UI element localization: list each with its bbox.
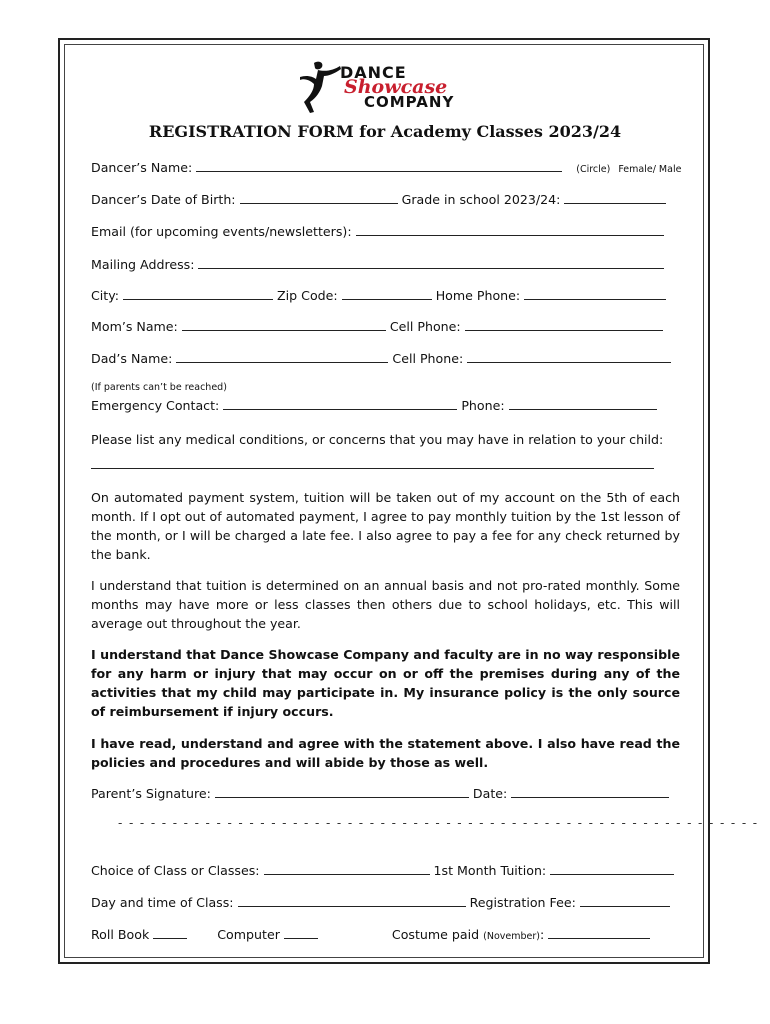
day-time-label: Day and time of Class: — [91, 895, 234, 910]
class-choice-label: Choice of Class or Classes: — [91, 863, 260, 878]
logo-text-company: COMPANY — [364, 93, 455, 111]
mom-name-input[interactable] — [182, 319, 386, 331]
office-use-divider: - - - - - - - - - - - - - - - - - - - - - - - - - - - - - - - - - - - - - - - - - - - - - - - - - - - - - - - - - - - — [118, 816, 759, 830]
logo-text-dance: DANCE — [340, 63, 407, 82]
signature-input[interactable] — [215, 786, 469, 798]
emergency-phone-input[interactable] — [509, 398, 657, 410]
row-signature — [91, 786, 678, 802]
row-mailing — [91, 257, 678, 273]
costume-label: Costume paid — [391, 927, 480, 942]
agreement-paragraph: I have read, understand and agree with the statement above. I also have read the policies and procedures and will abide by those as well. — [91, 736, 680, 770]
medical-input[interactable] — [91, 457, 654, 469]
grade-label: Grade in school 2023/24: — [401, 192, 561, 207]
november-note: (November) — [483, 931, 540, 942]
dancer-name-input[interactable] — [196, 160, 562, 172]
roll-book-label: Roll Book — [91, 927, 150, 942]
email-input[interactable] — [356, 224, 664, 236]
dad-name-label: Dad’s Name: — [91, 351, 173, 366]
home-phone-label: Home Phone: — [435, 288, 521, 303]
mom-name-label: Mom’s Name: — [91, 319, 178, 334]
dad-cell-label: Cell Phone: — [392, 351, 464, 366]
mailing-label: Mailing Address: — [91, 257, 195, 272]
zip-input[interactable] — [342, 288, 432, 300]
dob-label: Dancer’s Date of Birth: — [91, 192, 236, 207]
row-dancer-name — [91, 160, 682, 178]
row-mom — [91, 319, 678, 335]
row-dob — [91, 192, 678, 208]
reg-fee-input[interactable] — [580, 895, 670, 907]
logo-text-showcase: Showcase — [344, 76, 448, 98]
dance-showcase-logo — [300, 60, 472, 114]
row-class-choice — [91, 863, 678, 879]
mom-cell-label: Cell Phone: — [389, 319, 461, 334]
first-month-input[interactable] — [550, 863, 674, 875]
city-label: City: — [91, 288, 120, 303]
zip-label: Zip Code: — [277, 288, 338, 303]
date-label: Date: — [472, 786, 508, 801]
dob-input[interactable] — [240, 192, 398, 204]
costume-input[interactable] — [548, 927, 650, 939]
liability-paragraph: I understand that Dance Showcase Company and faculty are in no way responsible for any harm or injury that may occur on or off the premises during any of the activities that my child may participate in. My insurance policy is the only source of reimbursement if injury occurs. — [91, 647, 680, 719]
row-day-time — [91, 895, 678, 911]
medical-label: Please list any medical conditions, or concerns that you may have in relation to your child: — [91, 432, 664, 447]
signature-label: Parent’s Signature: — [91, 786, 211, 801]
circle-label: (Circle) — [576, 164, 611, 175]
city-input[interactable] — [123, 288, 273, 300]
mailing-input[interactable] — [198, 257, 664, 269]
row-emergency — [91, 398, 678, 414]
row-office-checks: Roll Book Computer Costume paid (November): — [91, 927, 678, 945]
emergency-phone-label: Phone: — [461, 398, 505, 413]
reg-fee-label: Registration Fee: — [469, 895, 576, 910]
payment-paragraph: On automated payment system, tuition will be taken out of my account on the 5th of each month. If I opt out of automated payment, I agree to pay monthly tuition by the 1st lesson of the month, or I will be charged a late fee. I also agree to pay a fee for any check returned by the bank. — [91, 490, 680, 562]
roll-book-input[interactable] — [153, 927, 187, 939]
row-dad — [91, 351, 678, 367]
gender-options[interactable]: Female/ Male — [618, 164, 682, 175]
row-email — [91, 224, 678, 240]
dad-cell-input[interactable] — [467, 351, 671, 363]
dad-name-input[interactable] — [176, 351, 388, 363]
mom-cell-input[interactable] — [465, 319, 663, 331]
computer-input[interactable] — [284, 927, 318, 939]
emergency-label: Emergency Contact: — [91, 398, 220, 413]
day-time-input[interactable] — [238, 895, 466, 907]
date-input[interactable] — [511, 786, 669, 798]
first-month-label: 1st Month Tuition: — [433, 863, 547, 878]
home-phone-input[interactable] — [524, 288, 666, 300]
computer-label: Computer — [217, 927, 280, 942]
row-city — [91, 288, 678, 304]
tuition-paragraph: I understand that tuition is determined on an annual basis and not pro-rated monthly. Some months may have more or less classes then others due to school holidays, etc. This will average out throughout the year. — [91, 578, 680, 631]
class-choice-input[interactable] — [264, 863, 430, 875]
if-parents-note: (If parents can’t be reached) — [91, 382, 227, 393]
form-title: REGISTRATION FORM for Academy Classes 2023/24 — [148, 122, 622, 141]
dancer-silhouette-icon — [300, 62, 341, 113]
email-label: Email (for upcoming events/newsletters): — [91, 224, 352, 239]
grade-input[interactable] — [564, 192, 666, 204]
emergency-input[interactable] — [223, 398, 457, 410]
dancer-name-label: Dancer’s Name: — [91, 160, 193, 175]
